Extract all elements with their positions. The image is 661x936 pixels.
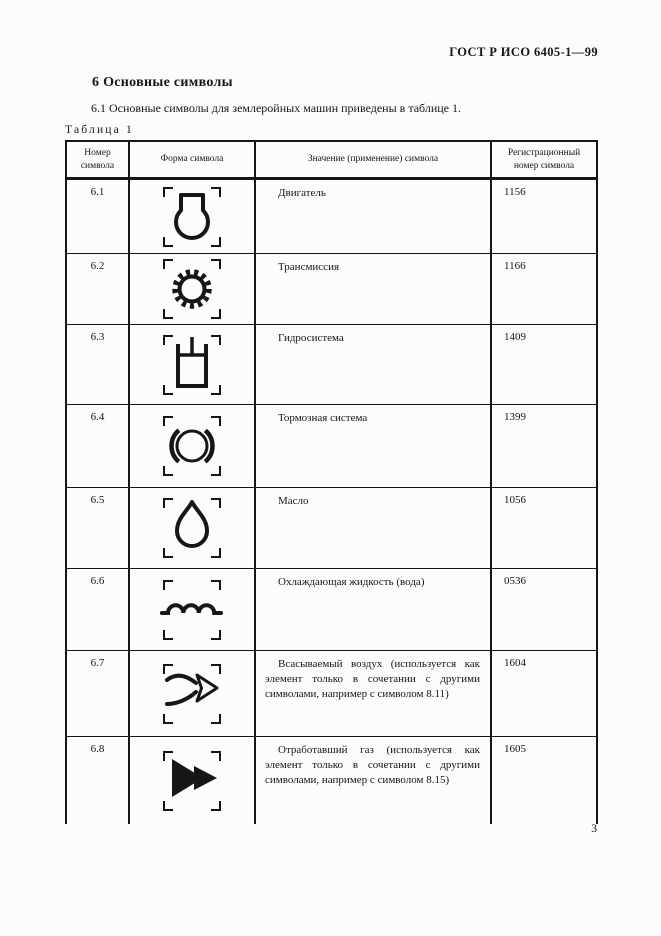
symbol-number: 6.4: [90, 411, 105, 423]
header-symbol-number: Номер символа: [80, 148, 115, 171]
symbol-form-cell: [128, 488, 254, 568]
symbol-form-cell: [128, 254, 254, 324]
symbol-number: 6.5: [90, 494, 105, 506]
registration-number: 1056: [490, 488, 596, 568]
registration-number: 1399: [490, 405, 596, 487]
symbol-form-cell: [128, 651, 254, 736]
oil-drop-icon: [157, 493, 227, 563]
intro-paragraph: 6.1 Основные символы для землеройных машин приведены в таблице 1.: [91, 101, 461, 115]
symbols-table: [65, 140, 598, 824]
symbol-meaning: Тормозная система: [254, 405, 490, 487]
brake-system-icon: [157, 411, 227, 481]
symbol-form-cell: [128, 569, 254, 650]
table-label: Таблица 1: [65, 124, 134, 136]
symbol-meaning: Охлаждающая жидкость (вода): [254, 569, 490, 650]
symbol-meaning: Всасываемый воздух (используется как элемент только в сочетании с другими символами, например с символом 8.11): [254, 651, 490, 736]
table-header-row: [67, 142, 596, 180]
symbol-meaning: Трансмиссия: [254, 254, 490, 324]
symbol-form-cell: [128, 325, 254, 404]
symbol-form-cell: [128, 737, 254, 824]
symbol-meaning: Отработавший газ (используется как элемент только в сочетании с другими символами, например с символом 8.15): [254, 737, 490, 824]
table-row: [67, 180, 596, 253]
symbol-number: 6.3: [90, 331, 105, 343]
registration-number: 1166: [490, 254, 596, 324]
coolant-waves-icon: [157, 575, 227, 645]
header-symbol-form: Форма символа: [128, 142, 254, 177]
symbol-meaning: Двигатель: [254, 180, 490, 253]
transmission-gear-icon: [157, 254, 227, 324]
registration-number: 1605: [490, 737, 596, 824]
hydraulic-system-icon: [157, 330, 227, 400]
symbol-number: 6.1: [90, 186, 105, 198]
symbol-number: 6.7: [90, 657, 105, 669]
symbol-number: 6.2: [90, 260, 105, 272]
section-title: 6 Основные символы: [92, 75, 233, 90]
header-registration-number: Регистрационный номер символа: [490, 142, 596, 177]
symbol-meaning: Масло: [254, 488, 490, 568]
header-symbol-meaning: Значение (применение) символа: [254, 142, 490, 177]
registration-number: 1156: [490, 180, 596, 253]
symbol-form-cell: [128, 180, 254, 253]
table-row: [67, 253, 596, 324]
symbol-number: 6.6: [90, 575, 105, 587]
registration-number: 0536: [490, 569, 596, 650]
symbol-meaning: Гидросистема: [254, 325, 490, 404]
page-number: 3: [591, 823, 597, 835]
doc-reference: ГОСТ Р ИСО 6405-1—99: [449, 45, 598, 59]
table-row: [67, 568, 596, 650]
table-row: [67, 650, 596, 736]
table-row: [67, 324, 596, 404]
table-row: [67, 736, 596, 824]
table-row: [67, 487, 596, 568]
table-row: [67, 404, 596, 487]
registration-number: 1409: [490, 325, 596, 404]
symbol-number: 6.8: [90, 743, 105, 755]
registration-number: 1604: [490, 651, 596, 736]
intake-air-arrow-icon: [157, 659, 227, 729]
exhaust-gas-arrow-icon: [157, 746, 227, 816]
engine-icon: [157, 182, 227, 252]
symbol-form-cell: [128, 405, 254, 487]
